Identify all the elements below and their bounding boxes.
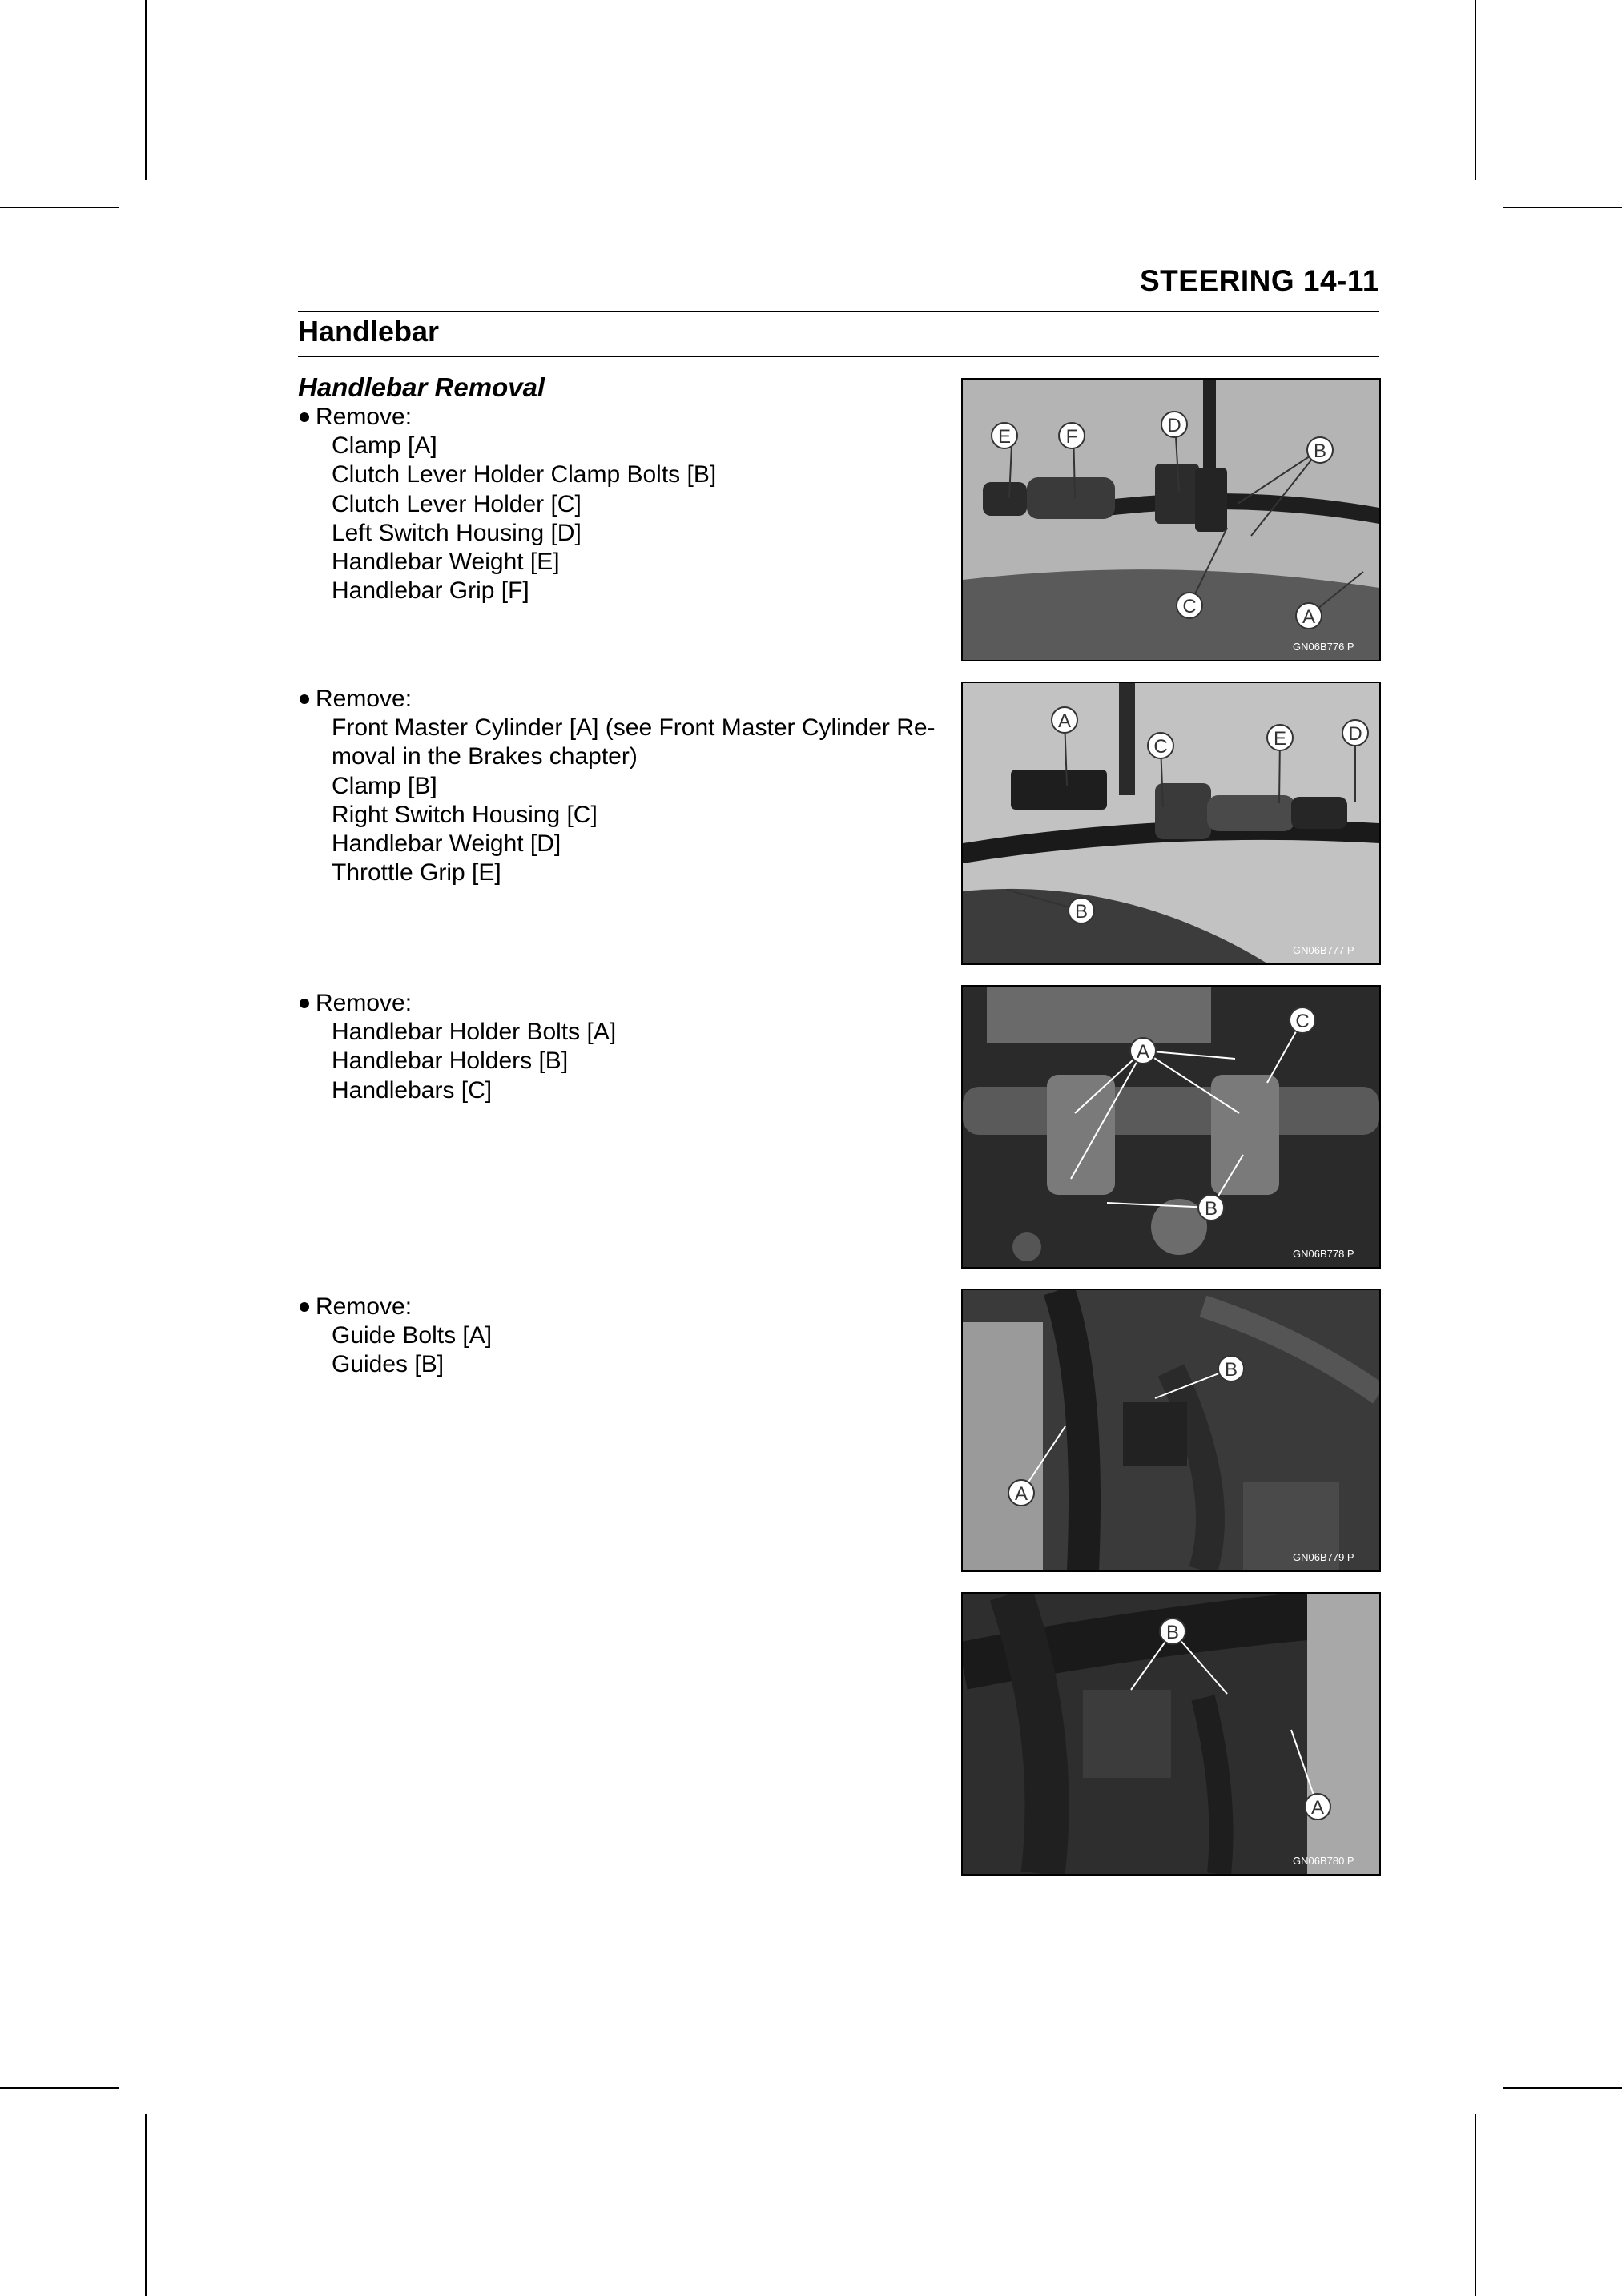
- part-item: Handlebars [C]: [332, 1076, 493, 1104]
- photo-code: GN06B777 P: [1293, 944, 1354, 956]
- removal-step-1: [298, 403, 939, 605]
- callout-label: B: [1313, 440, 1327, 462]
- photo-guide-bolts: [961, 1289, 1381, 1572]
- callout-label: C: [1153, 736, 1168, 758]
- part-item: moval in the Brakes chapter): [332, 743, 638, 770]
- crop-mark: [0, 207, 119, 208]
- crop-mark: [1475, 2114, 1476, 2296]
- step-lead: Remove:: [316, 1293, 413, 1320]
- removal-step-4: [298, 1293, 939, 1380]
- bullet-icon: [300, 694, 309, 704]
- part-item: Handlebar Holders [B]: [332, 1047, 569, 1075]
- part-item: Handlebar Weight [D]: [332, 830, 561, 858]
- callout-label: B: [1224, 1359, 1238, 1381]
- step-lead: Remove:: [316, 404, 413, 430]
- bullet-icon: [300, 412, 309, 422]
- callout-label: E: [997, 426, 1012, 448]
- photo-right-handlebar: [961, 682, 1381, 965]
- page-header-title: STEERING 14-11: [1139, 264, 1379, 297]
- part-list: [298, 1018, 939, 1105]
- photo-left-handlebar: [961, 378, 1381, 661]
- removal-step-3: [298, 989, 939, 1105]
- removal-step-2: [298, 685, 939, 887]
- bullet-icon: [300, 1302, 309, 1312]
- part-list: [298, 714, 939, 887]
- callout-label: F: [1065, 426, 1078, 448]
- callout-label: A: [1136, 1041, 1150, 1063]
- callout-label: D: [1167, 415, 1181, 436]
- callout-label: A: [1057, 710, 1072, 732]
- crop-mark: [1503, 2087, 1622, 2089]
- part-item: Front Master Cylinder [A] (see Front Master Cylinder Re-: [332, 714, 936, 742]
- callout-label: E: [1273, 728, 1287, 750]
- header-rule: [298, 311, 1379, 312]
- part-item: Handlebar Weight [E]: [332, 549, 560, 576]
- photo-guides: [961, 1592, 1381, 1876]
- photo-code: GN06B776 P: [1293, 641, 1354, 653]
- callout-label: C: [1182, 596, 1197, 617]
- crop-mark: [0, 2087, 119, 2089]
- part-item: Handlebar Grip [F]: [332, 577, 529, 605]
- subsection-title: Handlebar Removal: [298, 372, 545, 402]
- callout-label: A: [1302, 606, 1316, 628]
- photo-code: GN06B778 P: [1293, 1248, 1354, 1260]
- part-item: Throttle Grip [E]: [332, 859, 501, 887]
- callout-label: B: [1204, 1198, 1218, 1220]
- part-item: Guides [B]: [332, 1351, 445, 1378]
- section-rule: [298, 356, 1379, 357]
- part-item: Handlebar Holder Bolts [A]: [332, 1019, 617, 1046]
- callout-label: C: [1295, 1011, 1310, 1032]
- callout-label: D: [1348, 723, 1362, 745]
- photo-code: GN06B780 P: [1293, 1855, 1354, 1867]
- step-lead: Remove:: [316, 686, 413, 712]
- crop-mark: [145, 2114, 147, 2296]
- callout-label: A: [1310, 1797, 1325, 1819]
- crop-mark: [145, 0, 147, 180]
- part-item: Guide Bolts [A]: [332, 1322, 493, 1349]
- callout-label: A: [1014, 1483, 1028, 1505]
- part-list: [298, 432, 939, 605]
- step-lead: Remove:: [316, 990, 413, 1016]
- part-item: Left Switch Housing [D]: [332, 519, 582, 546]
- crop-mark: [1475, 0, 1476, 180]
- part-item: Clutch Lever Holder [C]: [332, 490, 582, 517]
- part-list: [298, 1321, 939, 1379]
- bullet-icon: [300, 999, 309, 1008]
- photo-code: GN06B779 P: [1293, 1551, 1354, 1563]
- callout-label: B: [1074, 901, 1089, 923]
- section-title: Handlebar: [298, 315, 440, 348]
- photo-handlebar-holders: [961, 985, 1381, 1269]
- part-item: Clutch Lever Holder Clamp Bolts [B]: [332, 461, 717, 489]
- crop-mark: [1503, 207, 1622, 208]
- part-item: Clamp [B]: [332, 772, 437, 799]
- part-item: Clamp [A]: [332, 432, 437, 460]
- callout-label: B: [1165, 1622, 1180, 1643]
- part-item: Right Switch Housing [C]: [332, 801, 598, 828]
